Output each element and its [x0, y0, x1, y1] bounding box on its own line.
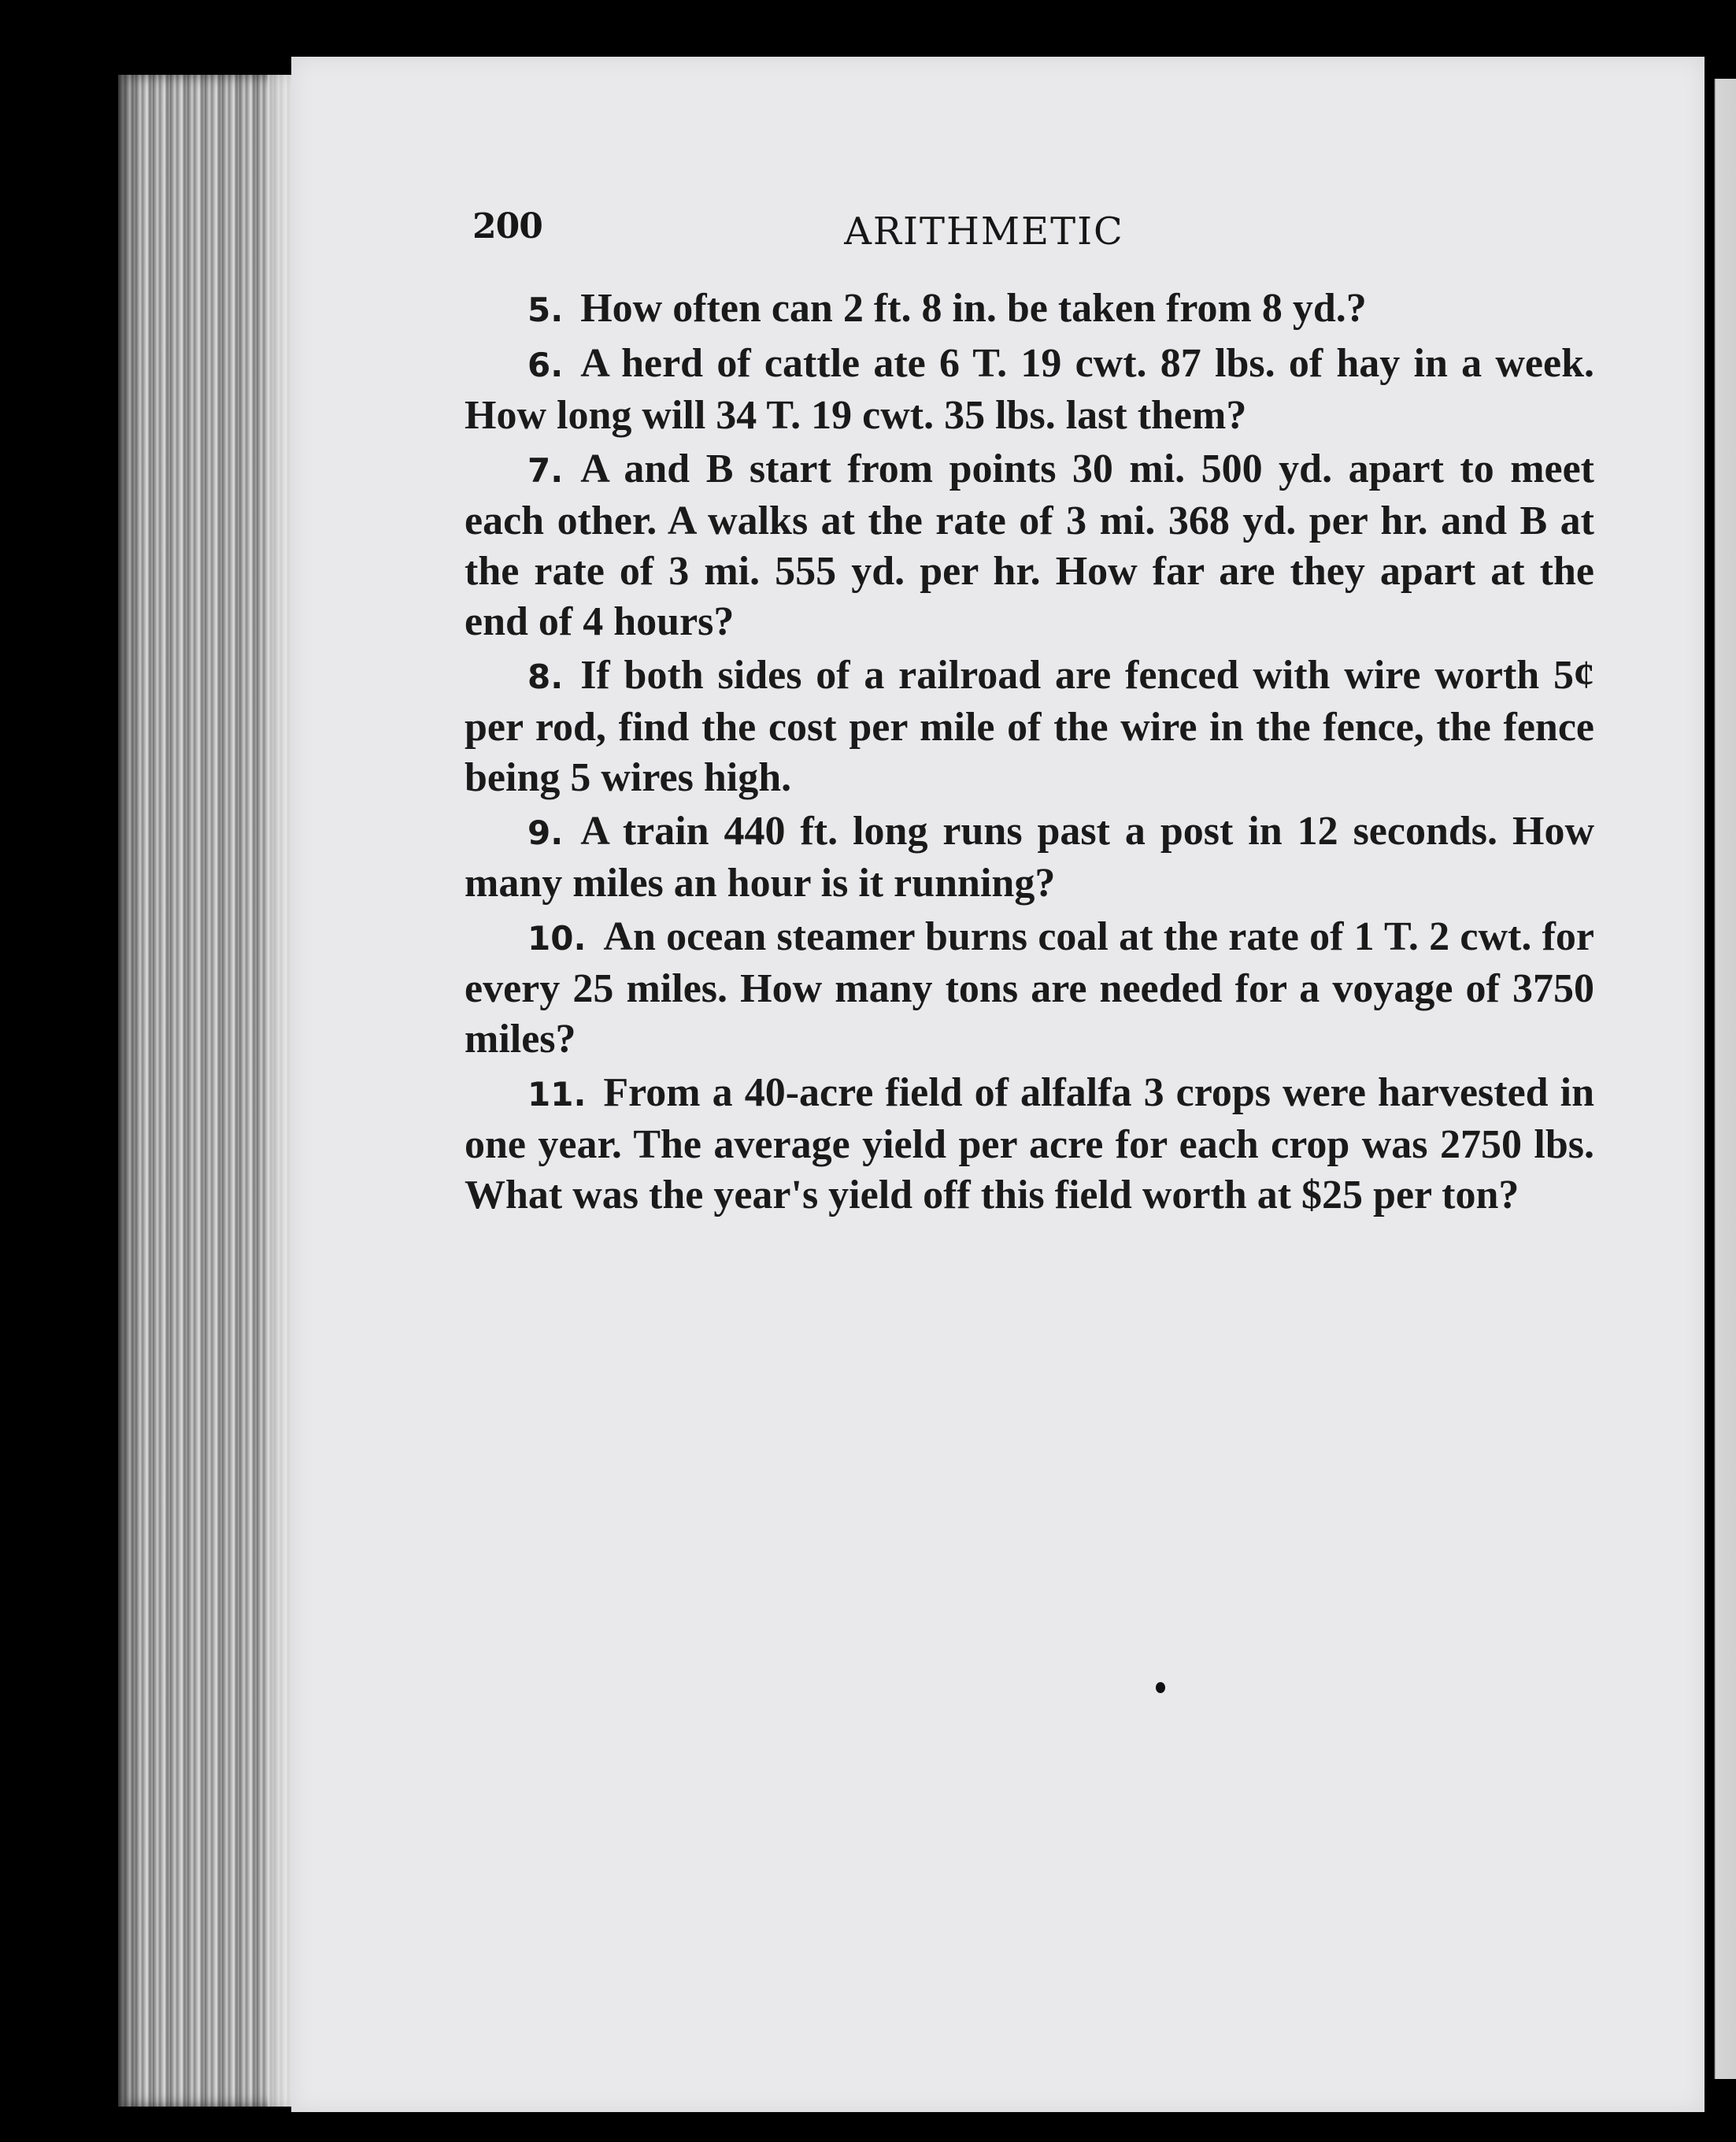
problem-number: 5.: [527, 291, 564, 329]
problem-text: A and B start from points 30 mi. 500 yd. apart to meet each other. A walks at the rate of 3 mi. 368 yd. per hr. and B at the rate of 3 mi. 555 yd. per hr. How far are they apart at the end of 4 hours?: [465, 447, 1594, 644]
problem-5: [465, 284, 1594, 335]
running-head: ARITHMETIC: [844, 209, 1124, 254]
problem-number: 9.: [527, 813, 564, 852]
problem-text: An ocean steamer burns coal at the rate of 1 T. 2 cwt. for every 25 miles. How many tons are needed for a voyage of 3750 miles?: [465, 914, 1594, 1062]
problem-9: [465, 806, 1594, 909]
problem-7: [465, 444, 1594, 647]
problem-text: A train 440 ft. long runs past a post in 12 seconds. How many miles an hour is it running?: [465, 809, 1594, 906]
problem-number: 10.: [527, 919, 587, 958]
page-header: [472, 206, 1496, 261]
problem-11: [465, 1068, 1594, 1221]
ink-speck: [1156, 1682, 1165, 1693]
problem-text: A herd of cattle ate 6 T. 19 cwt. 87 lbs. of hay in a week. How long will 34 T. 19 cwt. 35 lbs. last them?: [465, 341, 1594, 438]
problem-number: 6.: [527, 346, 564, 384]
book-page-edges: [118, 75, 299, 2107]
problem-text: If both sides of a railroad are fenced with wire worth 5¢ per rod, find the cost per mile of the wire in the fence, the fence being 5 wires high.: [465, 653, 1594, 800]
problem-8: [465, 650, 1594, 803]
book-page: [291, 57, 1705, 2112]
problem-number: 8.: [527, 658, 564, 696]
problem-number: 11.: [527, 1075, 587, 1114]
problem-text: From a 40-acre field of alfalfa 3 crops were harvested in one year. The average yield per acre for each crop was 2750 lbs. What was the year's yield off this field worth at $25 per ton?: [465, 1070, 1594, 1217]
problem-10: [465, 912, 1594, 1065]
problem-text: How often can 2 ft. 8 in. be taken from 8 yd.?: [580, 286, 1367, 331]
right-page-edge: [1705, 79, 1736, 2079]
problem-list: [465, 284, 1594, 1224]
problem-6: [465, 339, 1594, 441]
problem-number: 7.: [527, 451, 564, 490]
page-number: 200: [472, 206, 542, 246]
